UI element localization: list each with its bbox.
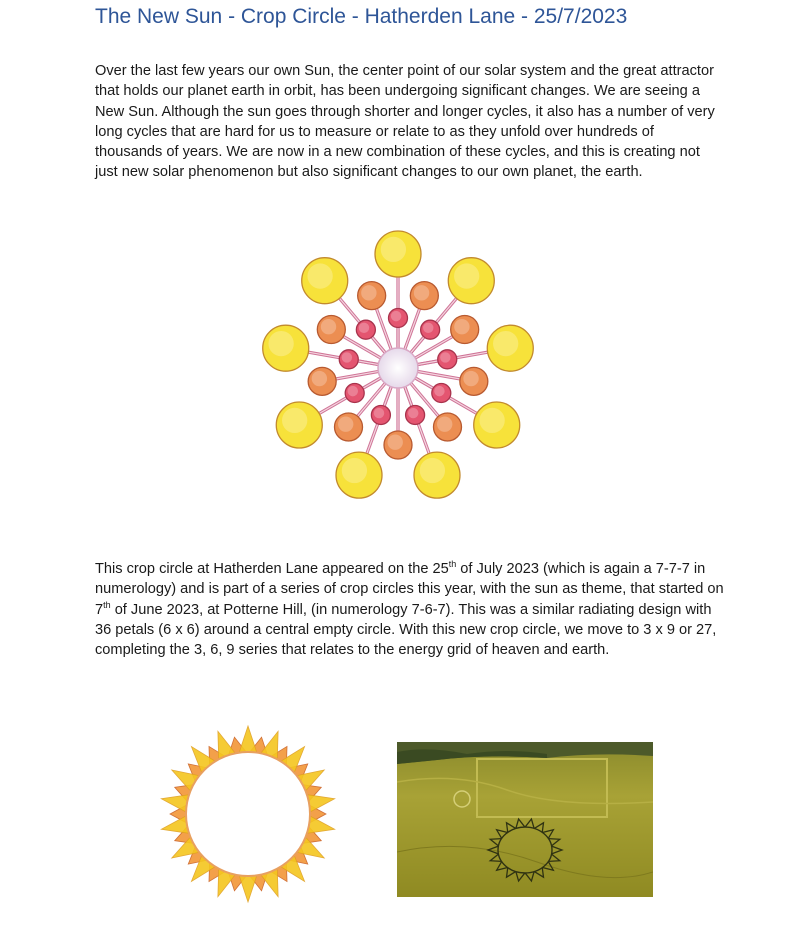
crop-field-photo (397, 742, 653, 897)
ordinal-suffix-2: th (103, 599, 111, 610)
aerial-photo (397, 742, 653, 897)
radiating-circles-diagram (250, 222, 550, 512)
paragraph-text-2: of July 2023 (which is again a 7-7-7 in numerology) and is part of a series of crop circles this year, with the sun as theme, that started on 7 (95, 561, 724, 618)
center-circle (378, 348, 418, 388)
paragraph-text-1: This crop circle at Hatherden Lane appeared on the 25 (95, 561, 449, 577)
sun-petals-diagram (158, 724, 338, 904)
intro-paragraph: Over the last few years our own Sun, the center point of our solar system and the great attractor that holds our planet earth in orbit, has been undergoing significant changes. We are seeing a New Sun. Although the sun goes through shorter and longer cycles, it also has a number of very long cycles that are hard for us to measure or relate to as they unfold over hundreds of thousands of years. We are now in a new combination of these cycles, and this is creating not just new solar phenomenon but also significant changes to our own planet, the earth. (95, 63, 715, 181)
sun-petal (238, 726, 257, 755)
paragraph-text-3: of June 2023, at Potterne Hill, (in numerology 7-6-7). This was a similar radiating design with 36 petals (6 x 6) around a central empty circle. With this new crop circle, we move to 3 x 9 or 27, completing the 3, 6, 9 series that relates to the energy grid of heaven and earth. (95, 601, 717, 659)
sun-center (186, 752, 310, 876)
page-title: The New Sun - Crop Circle - Hatherden Lane - 25/7/2023 (95, 5, 628, 28)
sun-petal (238, 873, 257, 902)
hatherden-paragraph (95, 559, 725, 660)
potterne-sun-drawing (158, 724, 338, 904)
crop-circle-drawing (250, 222, 550, 512)
ordinal-suffix-1: th (448, 559, 457, 570)
